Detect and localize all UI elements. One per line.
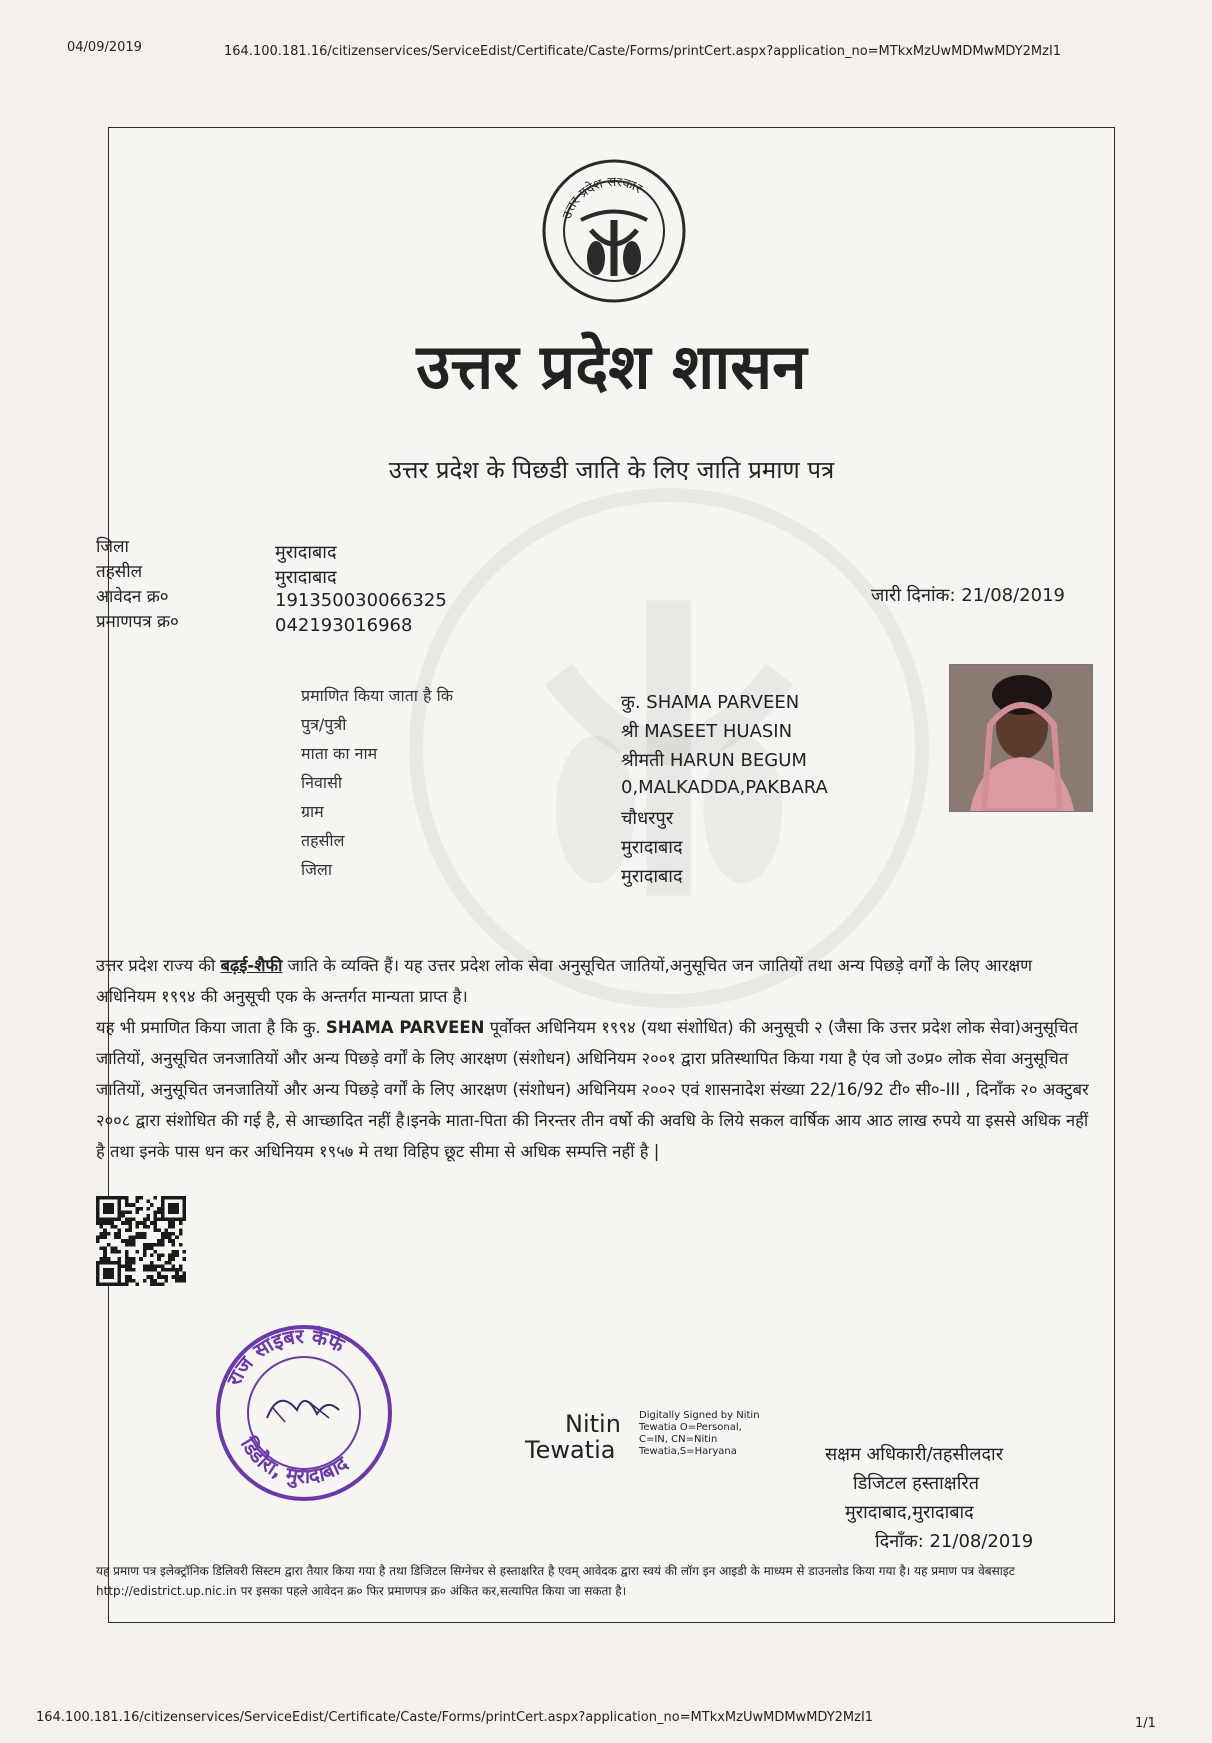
person-row-label: निवासी (301, 773, 343, 792)
svg-text:डिडौरा, मुरादाबाद: डिडौरा, मुरादाबाद (236, 1433, 353, 1489)
mother-name: श्रीमती HARUN BEGUM (621, 750, 807, 771)
authority-date: दिनाँक: 21/08/2019 (875, 1531, 1034, 1552)
signer-name-line2: Tewatia (525, 1436, 616, 1464)
applicant-photo (949, 664, 1093, 812)
digital-signature-details: Digitally Signed by Nitin Tewatia O=Personal, C=IN, CN=Nitin Tewatia,S=Haryana (639, 1410, 760, 1457)
person-row-label: प्रमाणित किया जाता है कि (301, 686, 454, 705)
body-person-name: SHAMA PARVEEN (325, 1018, 485, 1037)
person-tehsil-value: मुरादाबाद (621, 837, 683, 858)
qr-code-icon[interactable] (96, 1196, 186, 1286)
certificate-title: उत्तर प्रदेश के पिछडी जाति के लिए जाति प्रमाण पत्र (388, 456, 835, 484)
certificate-number: 042193016968 (275, 615, 413, 636)
application-number: 191350030066325 (275, 590, 447, 611)
person-row-label: तहसील (301, 831, 345, 850)
tehsil-label: तहसील (96, 562, 143, 582)
certificate-number-label: प्रमाणपत्र क्र० (96, 612, 179, 632)
page-count: 1/1 (1135, 1716, 1156, 1731)
person-district-value: मुरादाबाद (621, 866, 683, 887)
certificate-body (96, 950, 1096, 1167)
person-row-label: पुत्र/पुत्री (301, 715, 347, 734)
print-date: 04/09/2019 (67, 40, 142, 55)
authority-location: मुरादाबाद,मुरादाबाद (845, 1502, 974, 1523)
person-name: कु. SHAMA PARVEEN (621, 692, 800, 713)
application-label: आवेदन क्र० (96, 587, 169, 607)
verification-note: यह प्रमाण पत्र इलेक्ट्रॉनिक डिलिवरी सिस्टम द्वारा तैयार किया गया है तथा डिजिटल सिग्नेचर से हस्ताक्षरित है एवम् आवेदक द्वारा स्वयं की लॉग इन आइडी के माध्यम से डाउनलोड किया गया है। यह प्रमाण पत्र वेबसाइट http://edistrict.up.nic.in पर इसका पहले आवेदन क्र० फिर प्रमाणपत्र क्र० अंकित कर,सत्यापित किया जा सकता है। (96, 1564, 1015, 1598)
signer-name-line1: Nitin (565, 1410, 621, 1438)
person-row-label: ग्राम (301, 802, 324, 821)
up-government-emblem-icon (541, 158, 687, 304)
authority-title: सक्षम अधिकारी/तहसीलदार (825, 1444, 1004, 1465)
district-value: मुरादाबाद (275, 542, 337, 563)
certificate-paragraph-2: यह भी प्रमाणित किया जाता है कि कु. SHAMA PARVEEN पूर्वोक्त अधिनियम १९९४ (यथा संशोधित) की अनुसूची २ (जैसा कि उत्तर प्रदेश लोक सेवा)अनुसूचित जातियों, अनुसूचित जनजातियों और अन्य पिछड़े वर्गों के लिए आरक्षण (संशोधन) अधिनियम २००१ द्वारा प्रतिस्थापित किया गया है एंव जो उ०प्र० लोक सेवा अनुसूचित जातियों, अनुसूचित जनजातियों और अन्य पिछड़े वर्गों के लिए आरक्षण (संशोधन) अधिनियम २००२ एवं शासनादेश संख्या 22/16/92 टी० सी०-III , दिनाँक २० अक्टुबर २००८ द्वारा संशोधित की गई है, से आच्छादित नहीं है।इनके माता-पिता की निरन्तर तीन वर्षो की अवधि के लिये सकल वार्षिक आय आठ लाख रुपये या इससे अधिक नहीं है तथा इनके पास धन कर अधिनियम १९५७ मे तथा विहिप छूट सीमा से अधिक सम्पत्ति नहीं है | (96, 1018, 1089, 1161)
authority-digital-signed: डिजिटल हस्ताक्षरित (853, 1473, 979, 1494)
government-title: उत्तर प्रदेश शासन (416, 330, 807, 403)
tehsil-value: मुरादाबाद (275, 567, 337, 588)
svg-text:उत्तर प्रदेश सरकार: उत्तर प्रदेश सरकार (559, 174, 645, 222)
print-url-footer[interactable]: 164.100.181.16/citizenservices/ServiceEdist/Certificate/Caste/Forms/printCert.aspx?application_no=MTkxMzUwMDMwMDY2MzI1 (36, 1710, 874, 1725)
authority-block (825, 1440, 1033, 1556)
residence-value: 0,MALKADDA,PAKBARA (621, 777, 828, 798)
father-name: श्री MASEET HUASIN (621, 721, 793, 742)
svg-text:राज साइबर कैफे: राज साइबर कैफे (221, 1323, 348, 1390)
person-row-label: माता का नाम (301, 744, 378, 763)
village-value: चौधरपुर (621, 808, 674, 829)
district-label: जिला (96, 537, 129, 557)
print-url-header[interactable]: 164.100.181.16/citizenservices/ServiceEdist/Certificate/Caste/Forms/printCert.aspx?application_no=MTkxMzUwMDMwMDY2MzI1 (224, 44, 1062, 59)
caste-name: बढ़ई-शैफी (220, 956, 283, 975)
issue-date: जारी दिनांक: 21/08/2019 (871, 585, 1065, 606)
certificate-paragraph-1: उत्तर प्रदेश राज्य की बढ़ई-शैफी जाति के व्यक्ति हैं। यह उत्तर प्रदेश लोक सेवा अनुसूचित जातियों,अनुसूचित जन जातियों तथा अन्य पिछड़े वर्गों के लिए आरक्षण अधिनियम १९९४ की अनुसूची एक के अन्तर्गत मान्यता प्राप्त है। (96, 956, 1033, 1006)
certificate-sheet (96, 127, 1115, 1623)
cyber-cafe-stamp (209, 1318, 399, 1508)
person-row-label: जिला (301, 860, 333, 879)
